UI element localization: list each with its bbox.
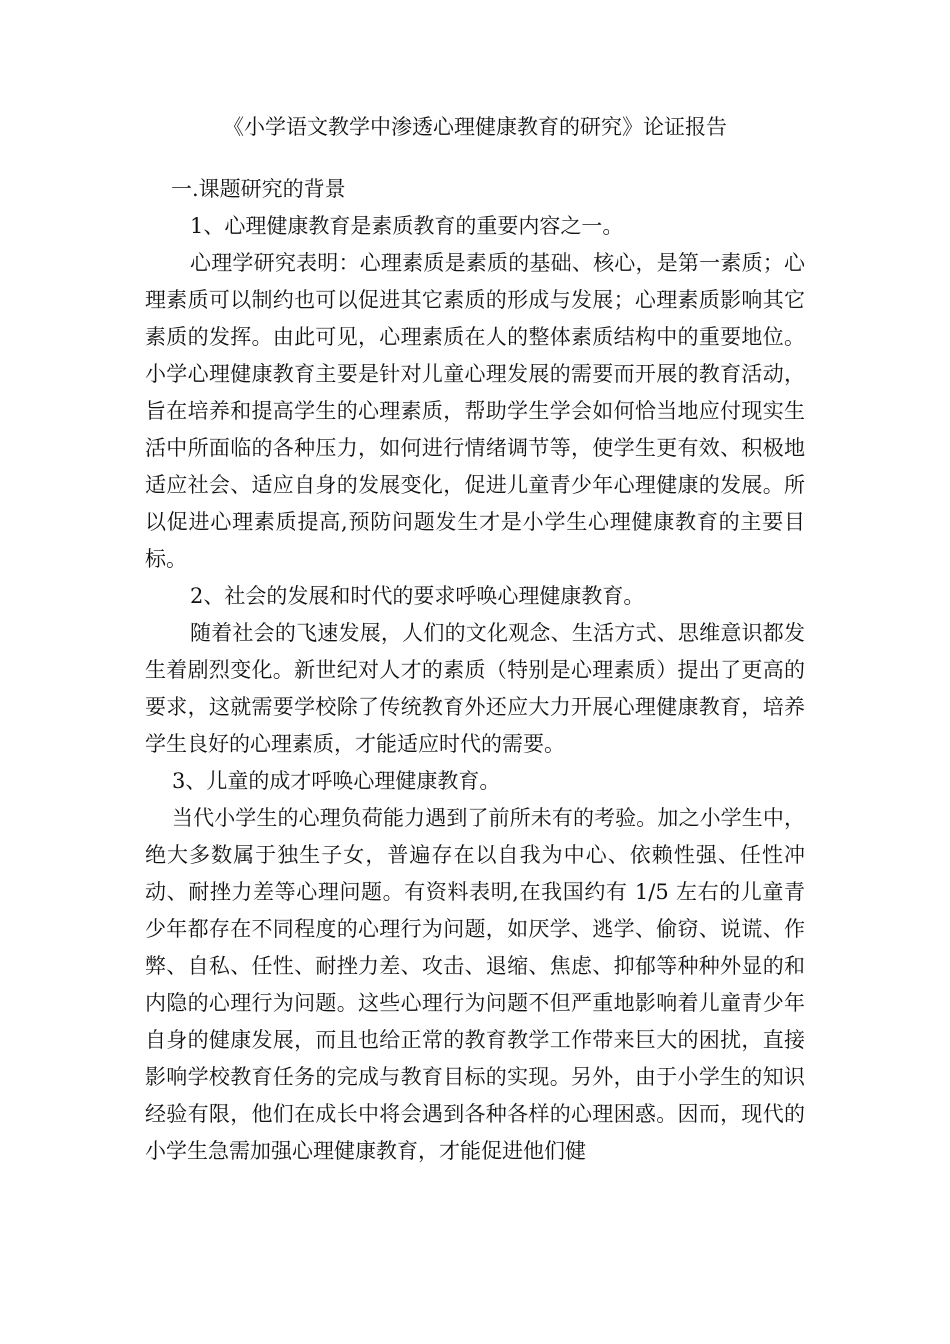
document-body xyxy=(145,171,805,1170)
sub-heading-1: 1、心理健康教育是素质教育的重要内容之一。 xyxy=(190,214,624,238)
sub-heading-2: 2、社会的发展和时代的要求呼唤心理健康教育。 xyxy=(190,584,645,608)
section-heading: 一.课题研究的背景 xyxy=(171,177,346,201)
paragraph-1: 心理学研究表明：心理素质是素质的基础、核心，是第一素质；心理素质可以制约也可以促进其它素质的形成与发展；心理素质影响其它素质的发挥。由此可见，心理素质在人的整体素质结构中的重要地位。小学心理健康教育主要是针对儿童心理发展的需要而开展的教育活动，旨在培养和提高学生的心理素质，帮助学生学会如何恰当地应付现实生活中所面临的各种压力，如何进行情绪调节等，使学生更有效、积极地适应社会、适应自身的发展变化，促进儿童青少年心理健康的发展。所以促进心理素质提高,预防问题发生才是小学生心理健康教育的主要目标。 xyxy=(145,251,805,571)
document-title: 《小学语文教学中渗透心理健康教育的研究》论证报告 xyxy=(223,115,727,139)
paragraph-3: 当代小学生的心理负荷能力遇到了前所未有的考验。加之小学生中，绝大多数属于独生子女，普遍存在以自我为中心、依赖性强、任性冲动、耐挫力差等心理问题。有资料表明,在我国约有 1/5 左右的儿童青少年都存在不同程度的心理行为问题，如厌学、逃学、偷窃、说谎、作弊、自私、任性、耐挫力差、攻击、退缩、焦虑、抑郁等种种外显的和内隐的心理行为问题。这些心理行为问题不但严重地影响着儿童青少年自身的健康发展，而且也给正常的教育教学工作带来巨大的困扰，直接影响学校教育任务的完成与教育目标的实现。另外，由于小学生的知识经验有限，他们在成长中将会遇到各种各样的心理困惑。因而，现代的小学生急需加强心理健康教育，才能促进他们健 xyxy=(145,806,805,1163)
sub-heading-3: 3、儿童的成才呼唤心理健康教育。 xyxy=(172,769,501,793)
paragraph-2: 随着社会的飞速发展，人们的文化观念、生活方式、思维意识都发生着剧烈变化。新世纪对人才的素质（特别是心理素质）提出了更高的要求，这就需要学校除了传统教育外还应大力开展心理健康教育，培养学生良好的心理素质，才能适应时代的需要。 xyxy=(145,621,805,756)
